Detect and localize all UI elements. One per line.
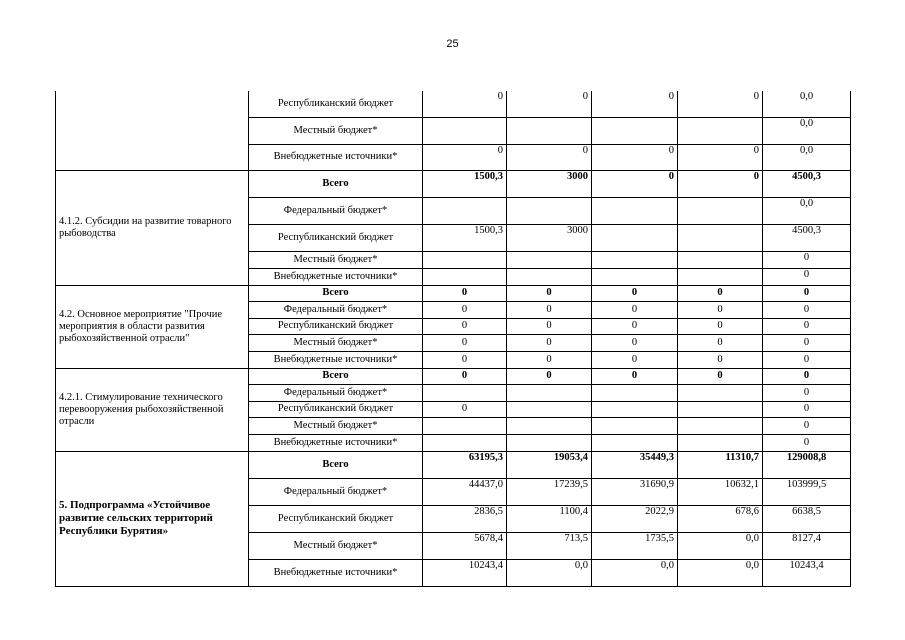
year-value-cell [678,384,763,401]
year-value-cell [507,117,592,144]
year-value-cell [678,268,763,285]
year-value-cell: 0 [592,368,678,384]
year-value-cell [592,224,678,251]
year-value-cell [423,434,507,451]
year-value-cell: 0 [507,285,592,301]
total-value-cell: 0 [763,285,851,301]
total-value-cell: 6638,5 [763,505,851,532]
year-value-cell: 1735,5 [592,532,678,559]
year-value-cell: 0 [592,334,678,351]
year-value-cell [507,434,592,451]
year-value-cell: 0 [507,334,592,351]
year-value-cell: 0 [507,301,592,318]
funding-source: Местный бюджет* [249,532,423,559]
year-value-cell [678,224,763,251]
total-value-cell: 0 [763,417,851,434]
year-value-cell: 0 [423,144,507,170]
year-value-cell: 0 [507,318,592,334]
year-value-cell [678,197,763,224]
funding-source: Внебюджетные источники* [249,144,423,170]
year-value-cell: 0,0 [678,559,763,586]
year-value-cell [423,417,507,434]
total-value-cell: 0 [763,434,851,451]
year-value-cell: 0 [592,318,678,334]
year-value-cell: 0 [423,91,507,117]
year-value-cell: 11310,7 [678,451,763,478]
funding-source: Республиканский бюджет [249,91,423,117]
program-group [56,91,851,170]
year-value-cell: 678,6 [678,505,763,532]
funding-source: Федеральный бюджет* [249,478,423,505]
program-group [56,170,851,285]
year-value-cell: 0 [678,91,763,117]
funding-source: Федеральный бюджет* [249,301,423,318]
funding-source: Всего [249,285,423,301]
year-value-cell [678,117,763,144]
year-value-cell: 0 [678,170,763,197]
year-value-cell: 0 [678,334,763,351]
year-value-cell [423,251,507,268]
total-value-cell: 0 [763,368,851,384]
total-value-cell: 0,0 [763,144,851,170]
year-value-cell: 10243,4 [423,559,507,586]
year-value-cell: 0 [507,351,592,368]
year-value-cell: 0 [423,368,507,384]
year-value-cell: 0 [678,285,763,301]
total-value-cell: 4500,3 [763,170,851,197]
total-value-cell: 0 [763,401,851,417]
year-value-cell [592,268,678,285]
year-value-cell: 0 [592,144,678,170]
year-value-cell: 0,0 [678,532,763,559]
year-value-cell: 10632,1 [678,478,763,505]
total-value-cell: 4500,3 [763,224,851,251]
year-value-cell: 0 [507,144,592,170]
year-value-cell: 2836,5 [423,505,507,532]
year-value-cell: 0 [592,285,678,301]
year-value-cell [592,251,678,268]
total-value-cell: 0 [763,351,851,368]
year-value-cell: 63195,3 [423,451,507,478]
year-value-cell: 0 [507,91,592,117]
year-value-cell: 0 [423,301,507,318]
funding-source: Республиканский бюджет [249,505,423,532]
total-value-cell: 0,0 [763,117,851,144]
year-value-cell [678,251,763,268]
program-name: 4.2. Основное мероприятие "Прочие мероприятия в области развития рыбохозяйственной отрасли" [56,285,249,368]
year-value-cell [592,117,678,144]
funding-source: Федеральный бюджет* [249,197,423,224]
funding-source: Внебюджетные источники* [249,351,423,368]
total-value-cell: 0 [763,251,851,268]
total-row [56,170,851,197]
year-value-cell: 0 [423,318,507,334]
year-value-cell: 0 [423,351,507,368]
year-value-cell: 0 [678,351,763,368]
year-value-cell [592,197,678,224]
year-value-cell: 0 [592,351,678,368]
total-value-cell: 0 [763,384,851,401]
year-value-cell: 19053,4 [507,451,592,478]
total-value-cell: 0 [763,334,851,351]
year-value-cell [423,197,507,224]
year-value-cell: 0 [592,170,678,197]
year-value-cell: 0 [423,334,507,351]
year-value-cell: 0 [678,368,763,384]
year-value-cell: 0 [507,368,592,384]
funding-source: Внебюджетные источники* [249,559,423,586]
total-value-cell: 8127,4 [763,532,851,559]
program-name: 4.2.1. Стимулирование технического перевооружения рыбохозяйственной отрасли [56,368,249,451]
year-value-cell: 17239,5 [507,478,592,505]
total-value-cell: 0,0 [763,91,851,117]
year-value-cell: 3000 [507,170,592,197]
program-group [56,285,851,368]
funding-source: Всего [249,170,423,197]
year-value-cell [592,401,678,417]
year-value-cell: 713,5 [507,532,592,559]
year-value-cell: 0 [592,91,678,117]
year-value-cell [507,401,592,417]
program-group [56,451,851,586]
year-value-cell [678,417,763,434]
total-row [56,285,851,301]
funding-source: Местный бюджет* [249,117,423,144]
program-group [56,368,851,451]
year-value-cell [592,417,678,434]
year-value-cell [592,434,678,451]
year-value-cell [507,251,592,268]
year-value-cell: 0,0 [507,559,592,586]
budget-table [55,91,851,587]
funding-source: Всего [249,451,423,478]
year-value-cell: 0 [423,285,507,301]
year-value-cell [592,384,678,401]
funding-source: Республиканский бюджет [249,224,423,251]
year-value-cell: 1500,3 [423,224,507,251]
year-value-cell: 0 [678,301,763,318]
funding-source: Всего [249,368,423,384]
page-number: 25 [446,38,459,50]
year-value-cell: 0 [592,301,678,318]
year-value-cell [423,268,507,285]
year-value-cell: 1500,3 [423,170,507,197]
total-value-cell: 103999,5 [763,478,851,505]
year-value-cell: 3000 [507,224,592,251]
year-value-cell: 2022,9 [592,505,678,532]
year-value-cell [423,384,507,401]
year-value-cell: 0 [423,401,507,417]
total-value-cell: 129008,8 [763,451,851,478]
year-value-cell: 35449,3 [592,451,678,478]
funding-source: Внебюджетные источники* [249,268,423,285]
funding-source: Республиканский бюджет [249,318,423,334]
total-row [56,368,851,384]
year-value-cell [423,117,507,144]
year-value-cell: 0 [678,318,763,334]
program-name: 5. Подпрограмма «Устойчивое развитие сельских территорий Республики Бурятия» [56,451,249,586]
funding-source: Местный бюджет* [249,251,423,268]
year-value-cell: 0,0 [592,559,678,586]
funding-source: Внебюджетные источники* [249,434,423,451]
total-value-cell: 0 [763,268,851,285]
year-value-cell [507,268,592,285]
program-name [56,91,249,170]
year-value-cell: 31690,9 [592,478,678,505]
program-name: 4.1.2. Субсидии на развитие товарного рыбоводства [56,170,249,285]
total-value-cell: 10243,4 [763,559,851,586]
year-value-cell [507,197,592,224]
year-value-cell [678,401,763,417]
year-value-cell: 5678,4 [423,532,507,559]
funding-source: Республиканский бюджет [249,401,423,417]
year-value-cell [678,434,763,451]
total-value-cell: 0 [763,318,851,334]
funding-source: Местный бюджет* [249,334,423,351]
year-value-cell: 1100,4 [507,505,592,532]
total-value-cell: 0,0 [763,197,851,224]
total-value-cell: 0 [763,301,851,318]
year-value-cell [507,417,592,434]
year-value-cell [507,384,592,401]
total-row [56,451,851,478]
funding-row [56,91,851,117]
funding-source: Федеральный бюджет* [249,384,423,401]
year-value-cell: 0 [678,144,763,170]
year-value-cell: 44437,0 [423,478,507,505]
funding-source: Местный бюджет* [249,417,423,434]
